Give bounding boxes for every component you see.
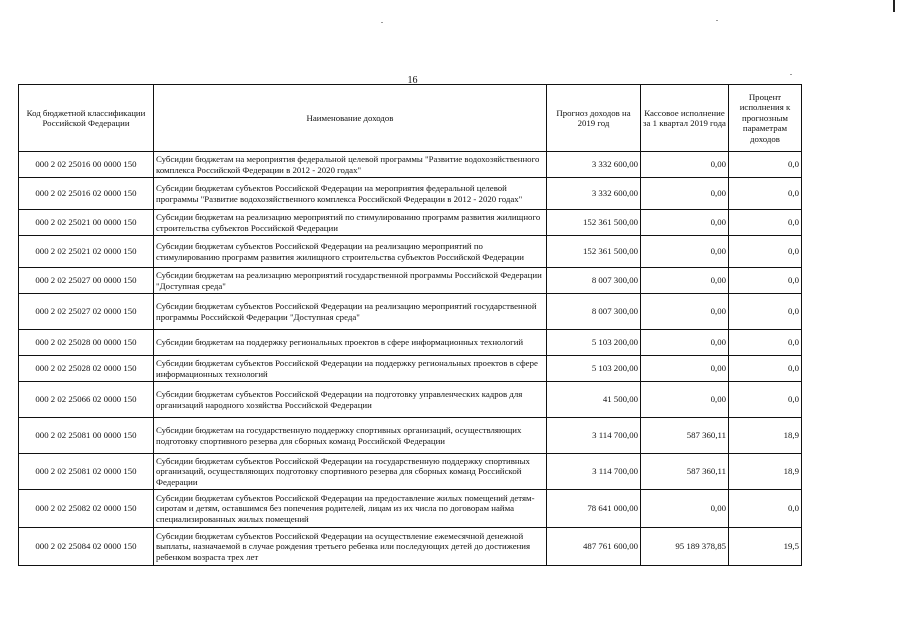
code-cell: 000 2 02 25027 00 0000 150 xyxy=(19,268,154,294)
name-cell: Субсидии бюджетам субъектов Российской Федерации на подготовку управленческих кадров для организаций народного хозяйства Российской Федерации xyxy=(154,382,547,418)
cash-cell: 0,00 xyxy=(641,152,729,178)
percent-cell: 0,0 xyxy=(729,490,802,528)
table-row xyxy=(19,382,802,418)
cash-cell: 0,00 xyxy=(641,178,729,210)
name-cell: Субсидии бюджетам субъектов Российской Федерации на реализацию мероприятий государственной программы Российской Федерации "Доступная среда" xyxy=(154,294,547,330)
cash-cell: 0,00 xyxy=(641,382,729,418)
forecast-cell: 5 103 200,00 xyxy=(547,330,641,356)
cash-cell: 0,00 xyxy=(641,330,729,356)
name-cell: Субсидии бюджетам на государственную поддержку спортивных организаций, осуществляющих подготовку спортивного резерва для сборных команд Российской Федерации xyxy=(154,418,547,454)
cash-cell: 0,00 xyxy=(641,294,729,330)
header-name: Наименование доходов xyxy=(154,85,547,152)
table-row xyxy=(19,418,802,454)
code-cell: 000 2 02 25016 00 0000 150 xyxy=(19,152,154,178)
table-row xyxy=(19,210,802,236)
name-cell: Субсидии бюджетам субъектов Российской Федерации на реализацию мероприятий по стимулированию программ развития жилищного строительства субъектов Российской Федерации xyxy=(154,236,547,268)
forecast-cell: 3 114 700,00 xyxy=(547,454,641,490)
scan-speck xyxy=(381,22,383,23)
code-cell: 000 2 02 25081 02 0000 150 xyxy=(19,454,154,490)
percent-cell: 18,9 xyxy=(729,454,802,490)
percent-cell: 19,5 xyxy=(729,528,802,566)
header-cash: Кассовое исполнение за 1 квартал 2019 года xyxy=(641,85,729,152)
name-cell: Субсидии бюджетам субъектов Российской Федерации на поддержку региональных проектов в сфере информационных технологий xyxy=(154,356,547,382)
cash-cell: 0,00 xyxy=(641,210,729,236)
forecast-cell: 487 761 600,00 xyxy=(547,528,641,566)
forecast-cell: 8 007 300,00 xyxy=(547,294,641,330)
table-row xyxy=(19,528,802,566)
header-code: Код бюджетной классификации Российской Федерации xyxy=(19,85,154,152)
cash-cell: 587 360,11 xyxy=(641,454,729,490)
cash-cell: 95 189 378,85 xyxy=(641,528,729,566)
name-cell: Субсидии бюджетам на реализацию мероприятий государственной программы Российской Федерации "Доступная среда" xyxy=(154,268,547,294)
page-number: 16 xyxy=(407,75,418,86)
table-row xyxy=(19,454,802,490)
table-header-row xyxy=(19,85,802,152)
revenue-table xyxy=(18,84,802,566)
code-cell: 000 2 02 25021 00 0000 150 xyxy=(19,210,154,236)
forecast-cell: 3 114 700,00 xyxy=(547,418,641,454)
code-cell: 000 2 02 25027 02 0000 150 xyxy=(19,294,154,330)
name-cell: Субсидии бюджетам субъектов Российской Федерации на мероприятия федеральной целевой программы "Развитие водохозяйственного комплекса Российской Федерации в 2012 - 2020 годах" xyxy=(154,178,547,210)
code-cell: 000 2 02 25084 02 0000 150 xyxy=(19,528,154,566)
forecast-cell: 3 332 600,00 xyxy=(547,178,641,210)
percent-cell: 0,0 xyxy=(729,268,802,294)
percent-cell: 0,0 xyxy=(729,236,802,268)
percent-cell: 0,0 xyxy=(729,152,802,178)
name-cell: Субсидии бюджетам субъектов Российской Федерации на государственную поддержку спортивных организаций, осуществляющих подготовку спортивного резерва для сборных команд Российской Федерации xyxy=(154,454,547,490)
forecast-cell: 152 361 500,00 xyxy=(547,210,641,236)
table-row xyxy=(19,152,802,178)
forecast-cell: 3 332 600,00 xyxy=(547,152,641,178)
percent-cell: 0,0 xyxy=(729,294,802,330)
code-cell: 000 2 02 25066 02 0000 150 xyxy=(19,382,154,418)
cash-cell: 0,00 xyxy=(641,490,729,528)
forecast-cell: 78 641 000,00 xyxy=(547,490,641,528)
scan-edge-mark xyxy=(893,0,895,12)
table-row xyxy=(19,178,802,210)
percent-cell: 0,0 xyxy=(729,210,802,236)
code-cell: 000 2 02 25028 02 0000 150 xyxy=(19,356,154,382)
table-row xyxy=(19,356,802,382)
percent-cell: 18,9 xyxy=(729,418,802,454)
table-row xyxy=(19,490,802,528)
table-row xyxy=(19,268,802,294)
forecast-cell: 8 007 300,00 xyxy=(547,268,641,294)
cash-cell: 0,00 xyxy=(641,236,729,268)
percent-cell: 0,0 xyxy=(729,330,802,356)
name-cell: Субсидии бюджетам на реализацию мероприятий по стимулированию программ развития жилищного строительства субъектов Российской Федерации xyxy=(154,210,547,236)
table-row xyxy=(19,330,802,356)
percent-cell: 0,0 xyxy=(729,356,802,382)
scan-speck xyxy=(790,74,792,75)
cash-cell: 587 360,11 xyxy=(641,418,729,454)
name-cell: Субсидии бюджетам субъектов Российской Федерации на предоставление жилых помещений детям-сиротам и детям, оставшимся без попечения родителей, лицам из их числа по договорам найма специализированных жилых помещений xyxy=(154,490,547,528)
cash-cell: 0,00 xyxy=(641,268,729,294)
table-row xyxy=(19,294,802,330)
code-cell: 000 2 02 25028 00 0000 150 xyxy=(19,330,154,356)
code-cell: 000 2 02 25081 00 0000 150 xyxy=(19,418,154,454)
percent-cell: 0,0 xyxy=(729,178,802,210)
forecast-cell: 5 103 200,00 xyxy=(547,356,641,382)
scan-speck xyxy=(716,20,718,21)
name-cell: Субсидии бюджетам субъектов Российской Федерации на осуществление ежемесячной денежной выплаты, назначаемой в случае рождения третьего ребенка или последующих детей до достижения ребенком возраста трех лет xyxy=(154,528,547,566)
percent-cell: 0,0 xyxy=(729,382,802,418)
cash-cell: 0,00 xyxy=(641,356,729,382)
code-cell: 000 2 02 25016 02 0000 150 xyxy=(19,178,154,210)
header-percent: Процент исполнения к прогнозным параметрам доходов xyxy=(729,85,802,152)
code-cell: 000 2 02 25082 02 0000 150 xyxy=(19,490,154,528)
header-forecast: Прогноз доходов на 2019 год xyxy=(547,85,641,152)
name-cell: Субсидии бюджетам на мероприятия федеральной целевой программы "Развитие водохозяйственного комплекса Российской Федерации в 2012 - 2020 годах" xyxy=(154,152,547,178)
name-cell: Субсидии бюджетам на поддержку региональных проектов в сфере информационных технологий xyxy=(154,330,547,356)
code-cell: 000 2 02 25021 02 0000 150 xyxy=(19,236,154,268)
forecast-cell: 152 361 500,00 xyxy=(547,236,641,268)
forecast-cell: 41 500,00 xyxy=(547,382,641,418)
table-row xyxy=(19,236,802,268)
